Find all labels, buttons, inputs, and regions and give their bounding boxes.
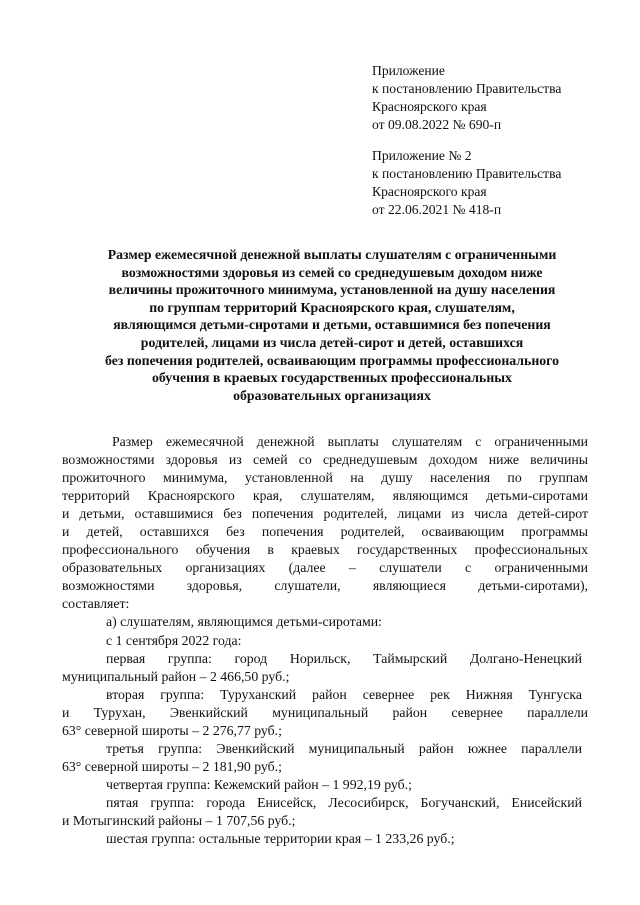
group-1-line: первая группа: город Норильск, Таймырский Долгано-Ненецкий: [106, 650, 582, 666]
title-line: по группам территорий Красноярского края, слушателям,: [149, 299, 515, 315]
group-6-line: шестая группа: остальные территории края – 1 233,26 руб.;: [106, 831, 455, 847]
body-line: возможностями здоровья, слушатели, являющиеся детьми-сиротами),: [62, 578, 588, 594]
title-line: величины прожиточного минимума, установленной на душу населения: [108, 282, 556, 298]
body-line: составляет:: [62, 596, 130, 612]
document-body: [62, 433, 588, 848]
group-4-line: четвертая группа: Кежемский район – 1 992,19 руб.;: [106, 776, 412, 792]
title-line: без попечения родителей, осваивающим программы профессионального: [104, 352, 559, 368]
approval-stamp-current: [372, 62, 632, 134]
stamp-line: к постановлению Правительства: [372, 166, 562, 181]
body-line: и детей, оставшихся без попечения родителей, осваивающим программы: [62, 524, 588, 540]
stamp-line: к постановлению Правительства: [372, 81, 562, 96]
title-line: образовательных организациях: [233, 387, 431, 403]
body-line: профессионального обучения в краевых государственных профессиональных: [62, 542, 588, 558]
title-line: обучения в краевых государственных профессиональных: [152, 370, 512, 386]
title-line: родителей, лицами из числа детей-сирот и детей, оставшихся: [140, 334, 524, 350]
title-line: возможностями здоровья из семей со среднедушевым доходом ниже: [121, 264, 543, 280]
stamp-line: от 09.08.2022 № 690-п: [372, 117, 502, 132]
stamp-line: Приложение № 2: [372, 148, 472, 163]
approval-stamp-original: [372, 147, 632, 219]
stamp-line: Приложение: [372, 63, 445, 78]
effective-date: с 1 сентября 2022 года:: [106, 632, 242, 648]
title-line: являющимся детьми-сиротами и детьми, оставшимися без попечения: [113, 317, 551, 333]
group-5-line: и Мотыгинский районы – 1 707,56 руб.;: [62, 812, 296, 828]
title-line: Размер ежемесячной денежной выплаты слушателям с ограниченными: [107, 247, 557, 262]
body-line: и детьми, оставшимися без попечения родителей, лицами из числа детей-сирот: [62, 506, 588, 522]
group-2-line: и Турухан, Эвенкийский муниципальный район севернее параллели: [62, 704, 588, 720]
stamp-line: от 22.06.2021 № 418-п: [372, 202, 502, 217]
body-line: прожиточного минимума, установленной на душу населения по группам: [62, 470, 588, 486]
group-1-line: муниципальный район – 2 466,50 руб.;: [62, 668, 290, 684]
body-line: образовательных организациях (далее – слушатели с ограниченными: [62, 560, 588, 576]
group-3-line: третья группа: Эвенкийский муниципальный район южнее параллели: [106, 740, 582, 756]
group-3-line: 63° северной широты – 2 181,90 руб.;: [62, 758, 282, 774]
body-line: территорий Красноярского края, слушателям, являющимся детьми-сиротами: [62, 488, 588, 504]
group-2-line: вторая группа: Туруханский район севернее рек Нижняя Тунгуска: [106, 686, 582, 702]
stamp-line: Красноярского края: [372, 99, 487, 114]
body-line: Размер ежемесячной денежной выплаты слушателям с ограниченными: [112, 434, 588, 449]
document-title: [52, 246, 612, 404]
group-2-line: 63° северной широты – 2 276,77 руб.;: [62, 722, 282, 738]
body-line: возможностями здоровья из семей со среднедушевым доходом ниже величины: [62, 452, 588, 468]
stamp-line: Красноярского края: [372, 184, 487, 199]
section-a-heading: а) слушателям, являющимся детьми-сиротами:: [106, 614, 382, 630]
group-5-line: пятая группа: города Енисейск, Лесосибирск, Богучанский, Енисейский: [106, 794, 582, 810]
